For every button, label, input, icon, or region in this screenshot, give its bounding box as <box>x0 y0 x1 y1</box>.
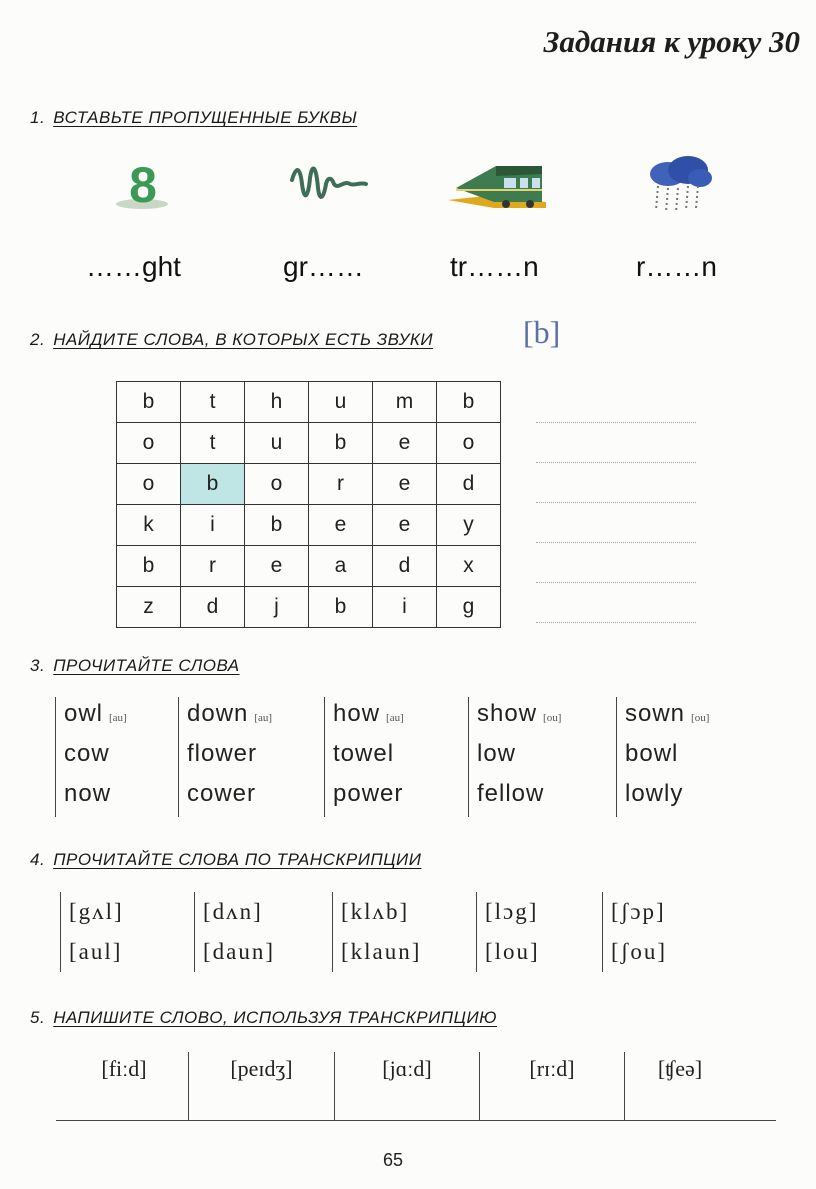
rain-cloud-icon <box>644 154 714 214</box>
grid-cell[interactable]: e <box>245 546 309 587</box>
grid-row <box>117 382 501 423</box>
transcription: [ʧeə] <box>657 1056 703 1081</box>
svg-text:8: 8 <box>129 160 157 212</box>
grid-row <box>117 546 501 587</box>
grid-cell[interactable]: r <box>309 464 373 505</box>
word: lowly <box>625 780 684 807</box>
word: towel <box>333 740 395 767</box>
transcription: [klaun] <box>341 939 422 964</box>
transcription: [lou] <box>485 939 540 964</box>
section-number: 5. <box>30 1008 46 1027</box>
grid-row <box>117 464 501 505</box>
grid-cell[interactable]: o <box>117 464 181 505</box>
word: sown <box>625 700 686 727</box>
grid-cell[interactable]: b <box>117 546 181 587</box>
sound-symbol: [b] <box>523 314 561 350</box>
grid-cell[interactable]: b <box>309 587 373 628</box>
word-row <box>477 697 561 737</box>
transcription: [dʌn] <box>203 899 263 924</box>
transcription-hint: [ou] <box>691 712 710 724</box>
grid-cell[interactable]: z <box>117 587 181 628</box>
word: cow <box>64 740 110 767</box>
grid-row <box>117 505 501 546</box>
word: cower <box>187 780 257 807</box>
word: low <box>477 740 517 767</box>
transcription-column <box>602 892 667 972</box>
grid-cell[interactable]: i <box>181 505 245 546</box>
section-4-heading <box>30 850 421 870</box>
transcription: [aul] <box>69 939 123 964</box>
write-cell[interactable] <box>480 1056 624 1120</box>
grid-cell[interactable]: i <box>373 587 437 628</box>
word: down <box>187 700 249 727</box>
grid-cell[interactable]: h <box>245 382 309 423</box>
page-number: 65 <box>382 1150 404 1170</box>
grid-cell[interactable]: y <box>437 505 501 546</box>
grid-cell[interactable]: d <box>437 464 501 505</box>
grid-cell[interactable]: o <box>437 423 501 464</box>
transcription-hint: [ou] <box>543 712 562 724</box>
grid-row <box>117 587 501 628</box>
fill-word: tr……n <box>450 251 539 282</box>
transcription: [daun] <box>203 939 276 964</box>
word: flower <box>187 740 258 767</box>
word: owl <box>64 700 104 727</box>
grid-cell[interactable]: d <box>181 587 245 628</box>
answer-line[interactable] <box>536 502 696 503</box>
word-row <box>64 697 127 737</box>
fill-word: ……ght <box>86 251 181 282</box>
section-text: ПРОЧИТАЙТЕ СЛОВА ПО ТРАНСКРИПЦИИ <box>53 850 422 869</box>
word-row <box>333 697 404 737</box>
transcription: [peɪdʒ] <box>230 1056 293 1081</box>
grid-cell[interactable]: b <box>309 423 373 464</box>
grid-cell[interactable]: b <box>117 382 181 423</box>
transcription: [gʌl] <box>69 899 124 924</box>
answer-line[interactable] <box>536 622 696 623</box>
grid-cell[interactable]: t <box>181 423 245 464</box>
train-icon <box>446 156 546 214</box>
word: bowl <box>625 740 679 767</box>
grid-cell[interactable]: g <box>437 587 501 628</box>
grid-cell[interactable]: a <box>309 546 373 587</box>
word: how <box>333 700 381 727</box>
transcription: [ʃɔp] <box>611 899 666 924</box>
grid-cell[interactable]: u <box>309 382 373 423</box>
grid-cell-highlighted[interactable]: b <box>181 464 245 505</box>
section-number: 4. <box>30 850 46 869</box>
fill-word: r……n <box>636 251 717 282</box>
grid-row <box>117 423 501 464</box>
transcription-column <box>332 892 421 972</box>
grid-cell[interactable]: b <box>437 382 501 423</box>
grid-cell[interactable]: e <box>373 423 437 464</box>
word: now <box>64 780 112 807</box>
word-column <box>468 697 561 817</box>
section-text: НАЙДИТЕ СЛОВА, В КОТОРЫХ ЕСТЬ ЗВУКИ <box>53 330 434 349</box>
transcription-hint: [au] <box>254 712 273 724</box>
transcription-hint: [au] <box>109 712 127 724</box>
word: show <box>477 700 538 727</box>
transcription: [fiːd] <box>101 1056 147 1081</box>
grid-cell[interactable]: u <box>245 423 309 464</box>
transcription: [lɔg] <box>485 899 539 924</box>
answer-line[interactable] <box>536 582 696 583</box>
grid-cell[interactable]: m <box>373 382 437 423</box>
write-cell[interactable] <box>60 1056 188 1120</box>
write-cell[interactable] <box>335 1056 479 1120</box>
write-cell[interactable] <box>189 1056 334 1120</box>
wave-icon <box>288 160 368 212</box>
grid-cell[interactable]: j <box>245 587 309 628</box>
word-row <box>187 697 272 737</box>
section-number: 3. <box>30 656 46 675</box>
number-eight-icon <box>112 160 174 212</box>
section-5-heading <box>30 1008 497 1028</box>
baseline <box>56 1120 776 1121</box>
transcription-hint: [au] <box>386 712 404 724</box>
answer-line[interactable] <box>536 542 696 543</box>
transcription-column <box>194 892 275 972</box>
transcription: [rɪːd] <box>529 1056 575 1081</box>
word: fellow <box>477 780 545 807</box>
word-column <box>616 697 709 817</box>
transcription: [klʌb] <box>341 899 410 924</box>
fill-word: gr…… <box>283 251 364 282</box>
transcription-column <box>60 892 124 972</box>
section-text: НАПИШИТЕ СЛОВО, ИСПОЛЬЗУЯ ТРАНСКРИПЦИЮ <box>53 1008 498 1027</box>
word-column <box>324 697 404 817</box>
grid-cell[interactable]: e <box>309 505 373 546</box>
grid-cell[interactable]: o <box>117 423 181 464</box>
grid-cell[interactable]: d <box>373 546 437 587</box>
section-number: 1. <box>30 108 46 127</box>
grid-cell[interactable]: t <box>181 382 245 423</box>
letter-grid <box>116 381 501 628</box>
section-number: 2. <box>30 330 46 349</box>
transcription-column <box>476 892 540 972</box>
grid-cell[interactable]: o <box>245 464 309 505</box>
section-text: ПРОЧИТАЙТЕ СЛОВА <box>53 656 240 675</box>
word: power <box>333 780 404 807</box>
grid-cell[interactable]: x <box>437 546 501 587</box>
grid-cell[interactable]: k <box>117 505 181 546</box>
answer-line[interactable] <box>536 462 696 463</box>
grid-cell[interactable]: e <box>373 505 437 546</box>
grid-cell[interactable]: e <box>373 464 437 505</box>
write-cell[interactable] <box>625 1056 735 1120</box>
page-title: Задания к уроку 30 <box>543 24 800 59</box>
section-text: ВСТАВЬТЕ ПРОПУЩЕННЫЕ БУКВЫ <box>53 108 358 127</box>
transcription: [ʃou] <box>611 939 667 964</box>
answer-line[interactable] <box>536 422 696 423</box>
section-2-heading <box>30 330 433 350</box>
section-3-heading <box>30 656 240 676</box>
word-row <box>625 697 709 737</box>
word-column <box>178 697 272 817</box>
grid-cell[interactable]: r <box>181 546 245 587</box>
transcription: [jɑːd] <box>382 1056 432 1081</box>
word-column <box>55 697 127 817</box>
grid-cell[interactable]: b <box>245 505 309 546</box>
section-1-heading <box>30 108 357 128</box>
